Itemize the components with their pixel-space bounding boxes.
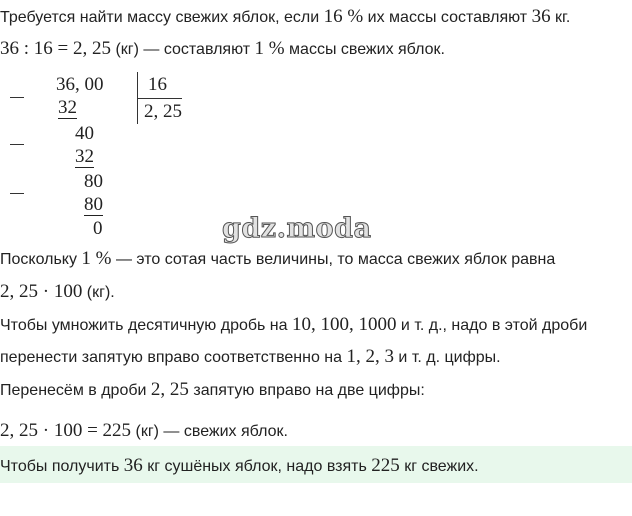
step-1-text-1: (кг) — составляют	[111, 41, 255, 58]
explain-1-text-2: — это сотая часть величины, то масса свежих яблок равна	[111, 251, 556, 268]
explain-2-numbers: 10, 100, 1000	[291, 314, 397, 335]
result-expression: 2, 25 · 100 = 225	[0, 420, 132, 441]
division-horizontal-bar	[138, 98, 182, 99]
answer-text-2: кг сушёных яблок, надо взять	[142, 458, 372, 475]
intro-percent: 16 %	[323, 6, 364, 27]
remainder-2: 80	[84, 171, 103, 192]
explanation-line-4	[0, 379, 425, 401]
quotient: 2, 25	[144, 101, 182, 122]
step-1-expression: 36 : 16 = 2, 25	[0, 38, 111, 59]
intro-text-2: их массы составляют	[363, 9, 532, 26]
divisor: 16	[148, 74, 167, 95]
explain-4-text-2: запятую вправо на две цифры:	[188, 382, 425, 399]
remainder-3: 0	[93, 218, 103, 239]
explanation-line-1	[0, 248, 555, 270]
intro-text-3: кг.	[550, 9, 571, 26]
result-text: (кг) — свежих яблок.	[131, 423, 288, 440]
result-line	[0, 420, 288, 442]
explanation-line-1b	[0, 281, 115, 303]
explain-1-percent: 1 %	[81, 248, 112, 269]
explain-3-numbers: 1, 2, 3	[346, 346, 394, 367]
subtrahend-1: 32	[58, 97, 77, 118]
explanation-line-2	[0, 314, 587, 336]
explain-2-text-1: Чтобы умножить десятичную дробь на	[0, 317, 292, 334]
explain-3-text-1: перенести запятую вправо соответственно на	[0, 349, 347, 366]
answer-box	[0, 446, 632, 483]
minus-sign-2	[10, 144, 24, 145]
minus-sign-1	[10, 97, 24, 98]
answer-number-1: 36	[123, 455, 143, 476]
subtrahend-2: 32	[75, 146, 94, 167]
step-1-percent: 1 %	[254, 38, 285, 59]
answer-line	[0, 455, 479, 477]
dividend: 36, 00	[56, 74, 104, 95]
step-1-text-2: массы свежих яблок.	[284, 41, 445, 58]
answer-text-3: кг свежих.	[399, 458, 479, 475]
remainder-1: 40	[75, 123, 94, 144]
explain-3-text-2: и т. д. цифры.	[393, 349, 501, 366]
answer-number-2: 225	[371, 455, 400, 476]
watermark-logo: gdz.moda	[222, 213, 372, 244]
explain-4-number: 2, 25	[150, 379, 189, 400]
explanation-line-3	[0, 346, 501, 368]
intro-mass: 36	[531, 6, 551, 27]
problem-statement	[0, 6, 570, 28]
explain-2-text-2: и т. д., надо в этой дроби	[396, 317, 588, 334]
explain-1b-expression: 2, 25 · 100	[0, 281, 83, 302]
step-1-line	[0, 38, 445, 60]
explain-1b-text: (кг).	[82, 284, 115, 301]
intro-text-1: Требуется найти массу свежих яблок, если	[0, 9, 324, 26]
answer-text-1: Чтобы получить	[0, 458, 124, 475]
explain-4-text-1: Перенесём в дроби	[0, 382, 151, 399]
explain-1-text-1: Поскольку	[0, 251, 82, 268]
minus-sign-3	[10, 193, 24, 194]
subtrahend-3: 80	[84, 194, 103, 215]
